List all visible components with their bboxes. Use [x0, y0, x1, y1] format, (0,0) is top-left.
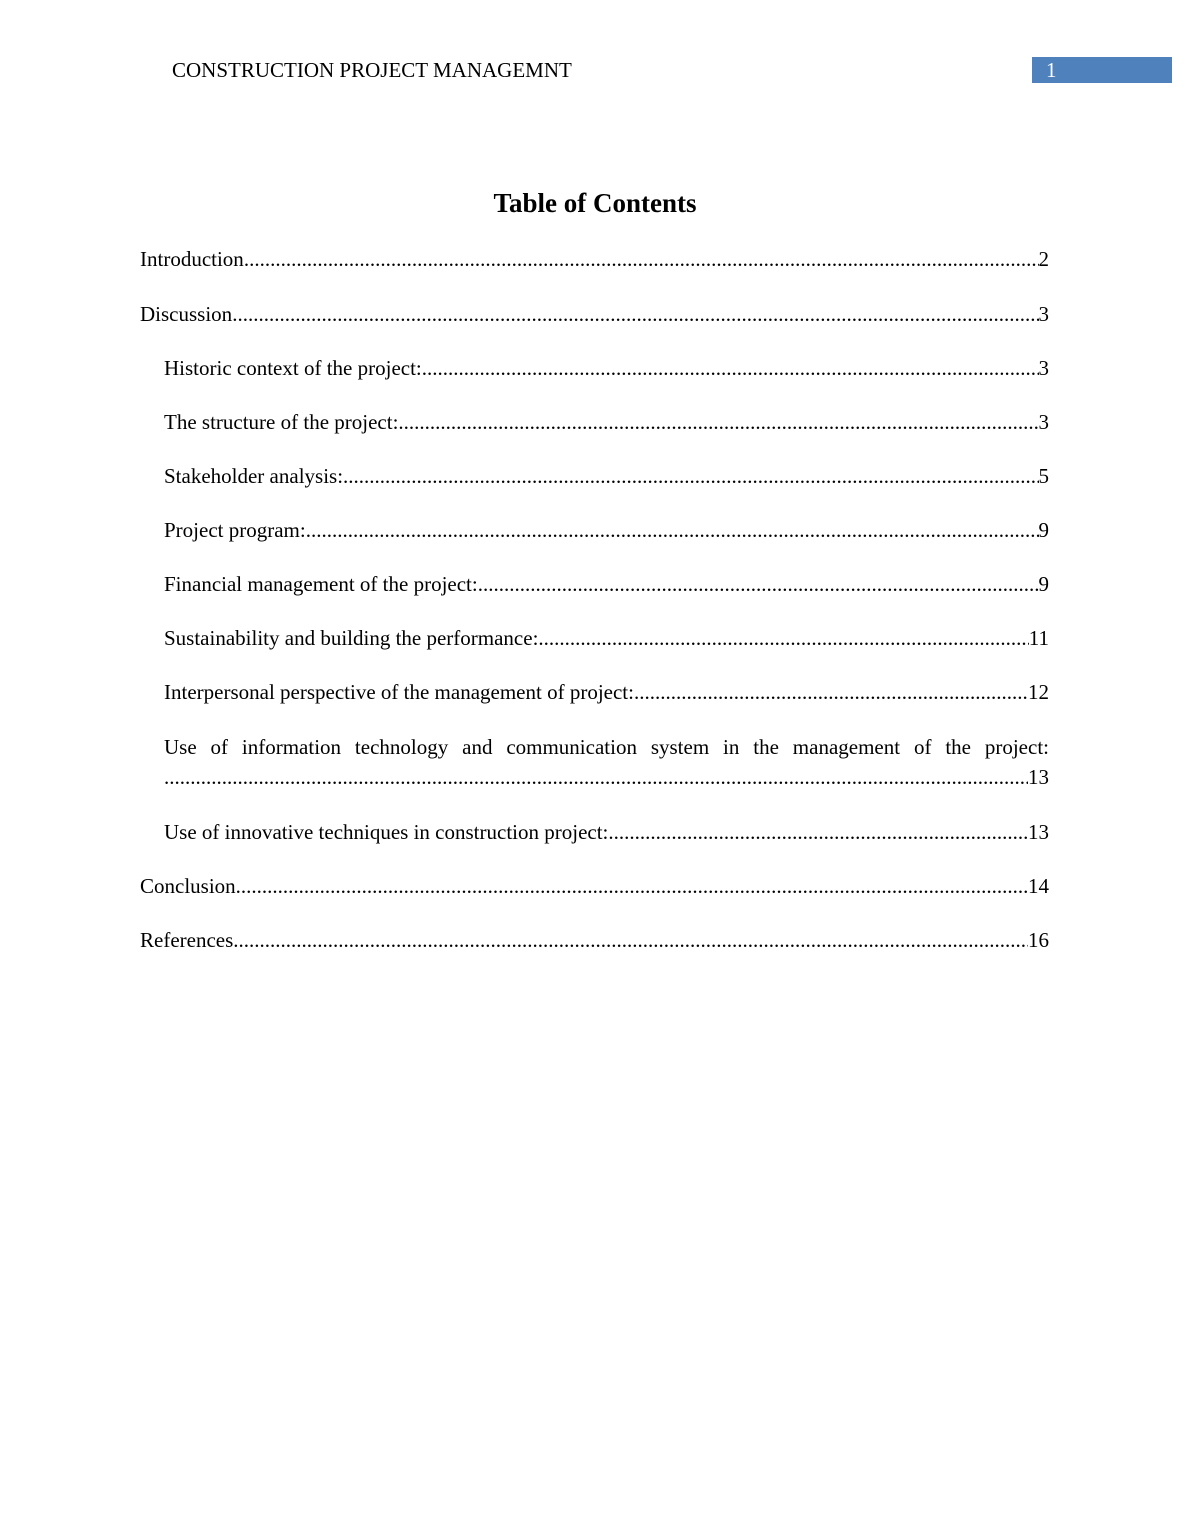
toc-dot-leader [306, 516, 1039, 544]
toc-entry-label: The structure of the project: [164, 410, 399, 434]
toc-entry-label: Conclusion [140, 874, 236, 898]
toc-entry-page: 3 [1038, 356, 1049, 380]
toc-dot-leader [634, 678, 1028, 706]
toc-entry-interpersonal-perspective[interactable] [164, 678, 1049, 706]
toc-entry-label: Project program: [164, 518, 306, 542]
toc-entry-page: 13 [1028, 765, 1049, 789]
toc-entry-page: 3 [1038, 302, 1049, 326]
toc-entry-page: 14 [1028, 874, 1049, 898]
toc-entry-label: Introduction [140, 247, 244, 271]
toc-entry-information-technology[interactable] [164, 732, 1049, 792]
toc-entry-page: 9 [1038, 518, 1049, 542]
toc-entry-project-program[interactable] [164, 516, 1049, 544]
toc-entry-discussion[interactable] [140, 300, 1049, 328]
toc-entry-page: 11 [1028, 626, 1049, 650]
toc-entry-label: Financial management of the project: [164, 572, 478, 596]
toc-entry-page: 2 [1038, 247, 1049, 271]
toc-entry-page: 3 [1038, 410, 1049, 434]
toc-entry-page: 13 [1028, 820, 1049, 844]
toc-entry-financial-management[interactable] [164, 570, 1049, 598]
toc-entry-label: Interpersonal perspective of the management of project: [164, 680, 634, 704]
toc-entry-label: Use of information technology and communication system in the management of the project: [164, 735, 1049, 759]
toc-dot-leader [538, 624, 1028, 652]
toc-dot-leader [398, 408, 1038, 436]
toc-entry-page: 16 [1028, 928, 1049, 952]
toc-title: Table of Contents [493, 188, 697, 218]
toc-entry-label: Use of innovative techniques in construction project: [164, 820, 609, 844]
toc-dot-leader [164, 762, 1028, 792]
toc-entry-label: Historic context of the project: [164, 356, 422, 380]
toc-entry-sustainability[interactable] [164, 624, 1049, 652]
toc-entry-label: References [140, 928, 234, 952]
toc-entry-page: 9 [1038, 572, 1049, 596]
toc-entry-label: Sustainability and building the performance: [164, 626, 539, 650]
toc-entry-historic-context[interactable] [164, 354, 1049, 382]
toc-entry-innovative-techniques[interactable] [164, 818, 1049, 846]
toc-dot-leader [232, 300, 1038, 328]
toc-dot-leader [478, 570, 1039, 598]
toc-dot-leader [233, 926, 1028, 954]
toc-dot-leader [343, 462, 1038, 490]
toc-entry-stakeholder-analysis[interactable] [164, 462, 1049, 490]
toc-entry-references[interactable] [140, 926, 1049, 954]
toc-dot-leader [236, 872, 1028, 900]
toc-dot-leader [244, 245, 1039, 273]
toc-entry-introduction[interactable] [140, 245, 1049, 273]
toc-entry-page: 5 [1038, 464, 1049, 488]
toc-entry-project-structure[interactable] [164, 408, 1049, 436]
toc-entry-label: Stakeholder analysis: [164, 464, 344, 488]
toc-entry-conclusion[interactable] [140, 872, 1049, 900]
running-header-title: CONSTRUCTION PROJECT MANAGEMNT [172, 58, 572, 82]
page-number: 1 [1046, 58, 1057, 82]
page-number-badge [1032, 57, 1172, 83]
toc-dot-leader [608, 818, 1028, 846]
toc-dot-leader [422, 354, 1039, 382]
toc-entry-label: Discussion [140, 302, 233, 326]
toc-entry-page: 12 [1028, 680, 1049, 704]
